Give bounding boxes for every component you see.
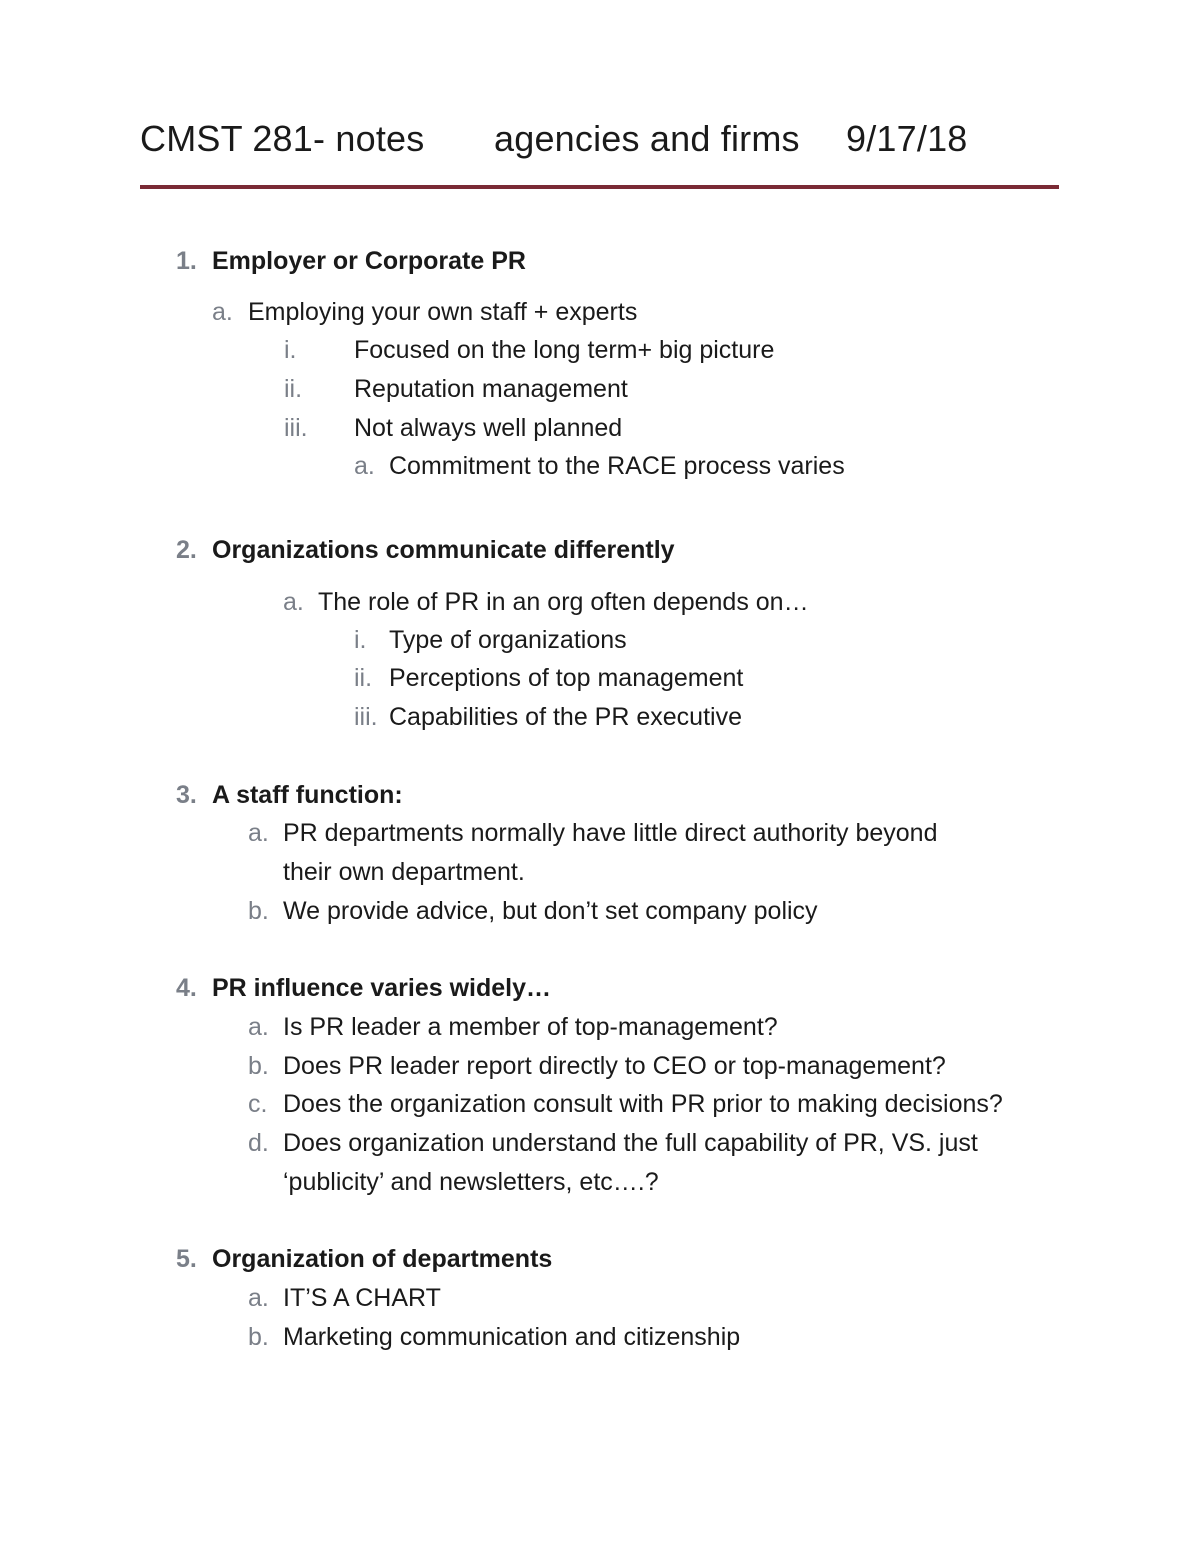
list-item-continuation: their own department. — [283, 858, 525, 886]
section-heading: Organizations communicate differently — [212, 536, 675, 564]
list-item: Employing your own staff + experts — [248, 298, 638, 326]
list-item: The role of PR in an org often depends on… — [318, 588, 809, 616]
item-marker: iii. — [354, 703, 378, 731]
course-title: CMST 281- notes — [140, 118, 425, 159]
item-marker: a. — [248, 1013, 269, 1041]
list-item: Capabilities of the PR executive — [389, 703, 742, 731]
list-item: Does PR leader report directly to CEO or top-management? — [283, 1052, 946, 1080]
list-item: Does organization understand the full capability of PR, VS. just — [283, 1129, 978, 1157]
item-marker: d. — [248, 1129, 269, 1157]
item-marker: a. — [212, 298, 233, 326]
item-marker: b. — [248, 1323, 269, 1351]
list-item: PR departments normally have little direct authority beyond — [283, 819, 938, 847]
list-item: IT’S A CHART — [283, 1284, 441, 1312]
header-rule — [140, 185, 1059, 189]
section-number: 2. — [176, 536, 197, 564]
section-number: 1. — [176, 247, 197, 275]
list-item: Not always well planned — [354, 414, 623, 442]
item-marker: b. — [248, 1052, 269, 1080]
list-item-continuation: ‘publicity’ and newsletters, etc….? — [283, 1168, 659, 1196]
list-item: Type of organizations — [389, 626, 627, 654]
section-heading: A staff function: — [212, 781, 403, 809]
item-marker: a. — [283, 588, 304, 616]
item-marker: ii. — [354, 664, 373, 692]
section-heading: Organization of departments — [212, 1245, 553, 1273]
item-marker: i. — [284, 336, 297, 364]
list-item: We provide advice, but don’t set company policy — [283, 897, 818, 925]
section-heading: PR influence varies widely… — [212, 974, 552, 1002]
item-marker: i. — [354, 626, 367, 654]
item-marker: iii. — [284, 414, 308, 442]
item-marker: a. — [248, 1284, 269, 1312]
item-marker: b. — [248, 897, 269, 925]
section-number: 3. — [176, 781, 197, 809]
item-marker: a. — [248, 819, 269, 847]
list-item: Commitment to the RACE process varies — [389, 452, 845, 480]
list-item: Does the organization consult with PR prior to making decisions? — [283, 1090, 1003, 1118]
topic-title: agencies and firms — [494, 118, 800, 159]
list-item: Perceptions of top management — [389, 664, 744, 692]
item-marker: ii. — [284, 375, 303, 403]
item-marker: c. — [248, 1090, 268, 1118]
date-title: 9/17/18 — [846, 118, 968, 159]
list-item: Is PR leader a member of top-management? — [283, 1013, 778, 1041]
item-marker: a. — [354, 452, 375, 480]
list-item: Reputation management — [354, 375, 628, 403]
list-item: Marketing communication and citizenship — [283, 1323, 741, 1351]
section-number: 4. — [176, 974, 197, 1002]
section-heading: Employer or Corporate PR — [212, 247, 526, 275]
list-item: Focused on the long term+ big picture — [354, 336, 775, 364]
section-number: 5. — [176, 1245, 197, 1273]
